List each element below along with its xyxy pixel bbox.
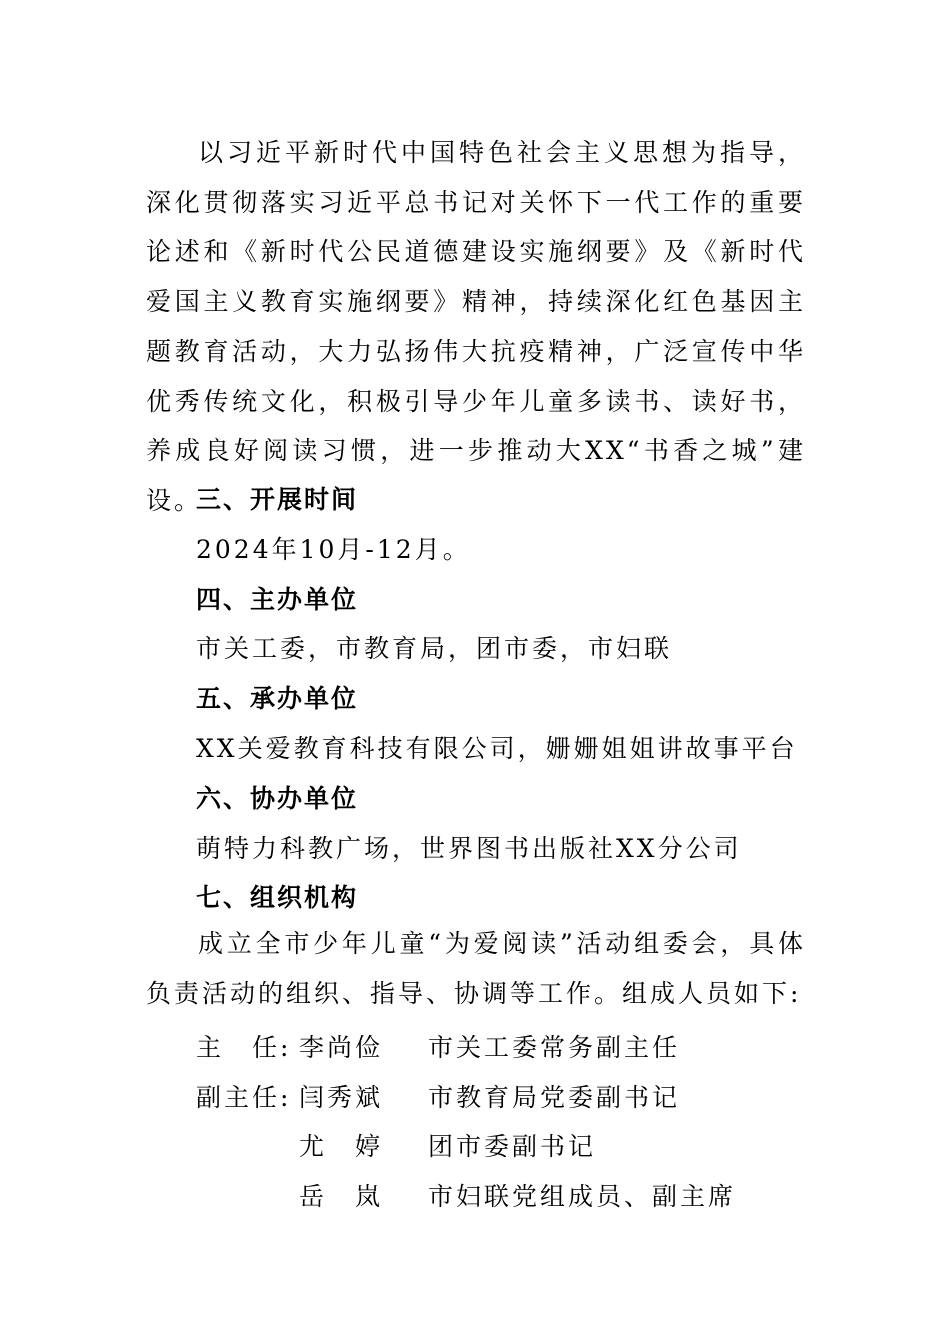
- committee-title: 市妇联党组成员、副主席: [428, 1182, 737, 1211]
- committee-name: 岳 岚: [299, 1182, 384, 1211]
- organization-paragraph: 成立全市少年儿童“为爱阅读”活动组委会，具体负责活动的组织、指导、协调等工作。组成人员如下:: [146, 929, 806, 1008]
- section-content-host: 市关工委，市教育局，团市委，市妇联: [196, 634, 673, 663]
- committee-row: [0, 1081, 950, 1115]
- committee-name: 闫秀斌: [299, 1083, 384, 1112]
- committee-title: 团市委副书记: [428, 1132, 597, 1161]
- committee-row: [0, 1031, 950, 1065]
- section-content-time: 2024年10月-12月。: [196, 535, 471, 564]
- committee-role: 副主任:: [196, 1083, 292, 1112]
- section-heading-organizer: 五、承办单位: [196, 684, 359, 713]
- section-heading-host: 四、主办单位: [196, 585, 359, 614]
- committee-name: 尤 婷: [299, 1132, 384, 1161]
- committee-title: 市教育局党委副书记: [428, 1083, 681, 1112]
- intro-paragraph: 以习近平新时代中国特色社会主义思想为指导，深化贯彻落实习近平总书记对关怀下一代工作的重要论述和《新时代公民道德建设实施纲要》及《新时代爱国主义教育实施纲要》精神，持续深化红色基因主题教育活动，大力弘扬伟大抗疫精神，广泛宣传中华优秀传统文化，积极引导少年儿童多读书、读好书，养成良好阅读习惯，进一步推动大XX“书香之城”建设。: [146, 138, 806, 515]
- committee-name: 李尚俭: [299, 1033, 384, 1062]
- section-heading-co-organizer: 六、协办单位: [196, 784, 359, 813]
- section-heading-time: 三、开展时间: [196, 485, 359, 514]
- section-content-co-organizer: 萌特力科教广场，世界图书出版社XX分公司: [196, 834, 742, 863]
- committee-row: [0, 1180, 950, 1214]
- committee-row: [0, 1130, 950, 1164]
- section-heading-organization: 七、组织机构: [196, 883, 359, 912]
- committee-title: 市关工委常务副主任: [428, 1033, 681, 1062]
- section-content-organizer: XX关爱教育科技有限公司，姗姗姐姐讲故事平台: [196, 734, 798, 763]
- committee-role: 主 任:: [196, 1033, 292, 1062]
